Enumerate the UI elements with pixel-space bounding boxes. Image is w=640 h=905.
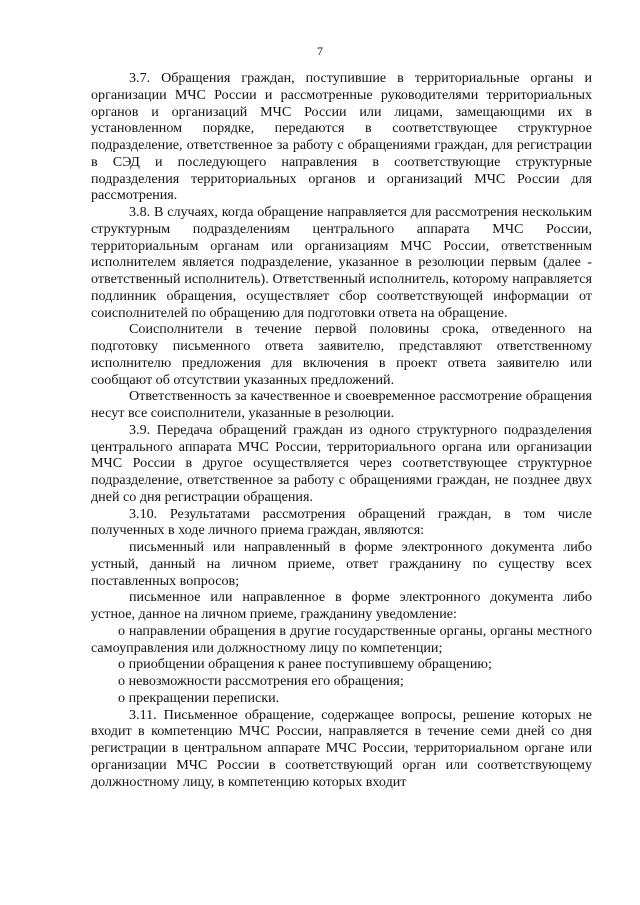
list-item-terminate: о прекращении переписки. (118, 689, 280, 706)
list-item-attach: о приобщении обращения к ранее поступившему обращению; (118, 656, 492, 673)
list-item-redirect: о направлении обращения в другие государственные органы, органы местного самоуправления или должностному лицу по компетенции; (91, 622, 592, 656)
paragraph-3-11: 3.11. Письменное обращение, содержащее вопросы, решение которых не входит в компетенцию МЧС России, направляется в течение семи дней со дня регистрации в центральном аппарате МЧС России, территориальном органе или организации МЧС России в соответствующий орган или соответствующему должностному лицу, в компетенцию которых входит (91, 706, 592, 790)
paragraph-3-8: 3.8. В случаях, когда обращение направляется для рассмотрения нескольким структурным подразделениям центрального аппарата МЧС России, территориальным органам или организациям МЧС России, ответственным исполнителем является подразделение, указанное в резолюции первым (далее - ответственный исполнитель). Ответственный исполнитель, которому направляется подлинник обращения, осуществляет сбор соответствующей информации от соисполнителей по обращению для подготовки ответа на обращение. (91, 204, 592, 321)
page-number: 7 (317, 44, 323, 58)
paragraph-written-answer: письменный или направленный в форме электронного документа либо устный, данный на личном приеме, ответ гражданину по существу всех поставленных вопросов; (91, 539, 592, 589)
document-body (91, 70, 592, 790)
paragraph-coexecutors: Соисполнители в течение первой половины срока, отведенного на подготовку письменного ответа заявителю, представляют ответственному исполнителю предложения для включения в проект ответа заявителю или сообщают об отсутствии указанных предложений. (91, 321, 592, 388)
paragraph-responsibility: Ответственность за качественное и своевременное рассмотрение обращения несут все соисполнители, указанные в резолюции. (91, 388, 592, 421)
list-item-impossible: о невозможности рассмотрения его обращения; (118, 673, 404, 689)
paragraph-notification: письменное или направленное в форме электронного документа либо устное, данное на личном приеме, гражданину уведомление: (91, 589, 592, 622)
paragraph-3-9: 3.9. Передача обращений граждан из одного структурного подразделения центрального аппарата МЧС России, территориального органа или организации МЧС России в другое осуществляется через соответствующее структурное подразделение, ответственное за работу с обращениями граждан, не позднее двух дней со дня регистрации обращения. (91, 421, 592, 505)
paragraph-3-10: 3.10. Результатами рассмотрения обращений граждан, в том числе полученных в ходе личного приема граждан, являются: (91, 505, 592, 539)
paragraph-3-7: 3.7. Обращения граждан, поступившие в территориальные органы и организации МЧС России и рассмотренные руководителями территориальных органов и организаций МЧС России или лицами, замещающими их в установленном порядке, передаются в соответствующее структурное подразделение, ответственное за работу с обращениями граждан, для регистрации в СЭД и последующего направления в соответствующие структурные подразделения территориальных органов и организаций МЧС России для рассмотрения. (91, 70, 592, 204)
